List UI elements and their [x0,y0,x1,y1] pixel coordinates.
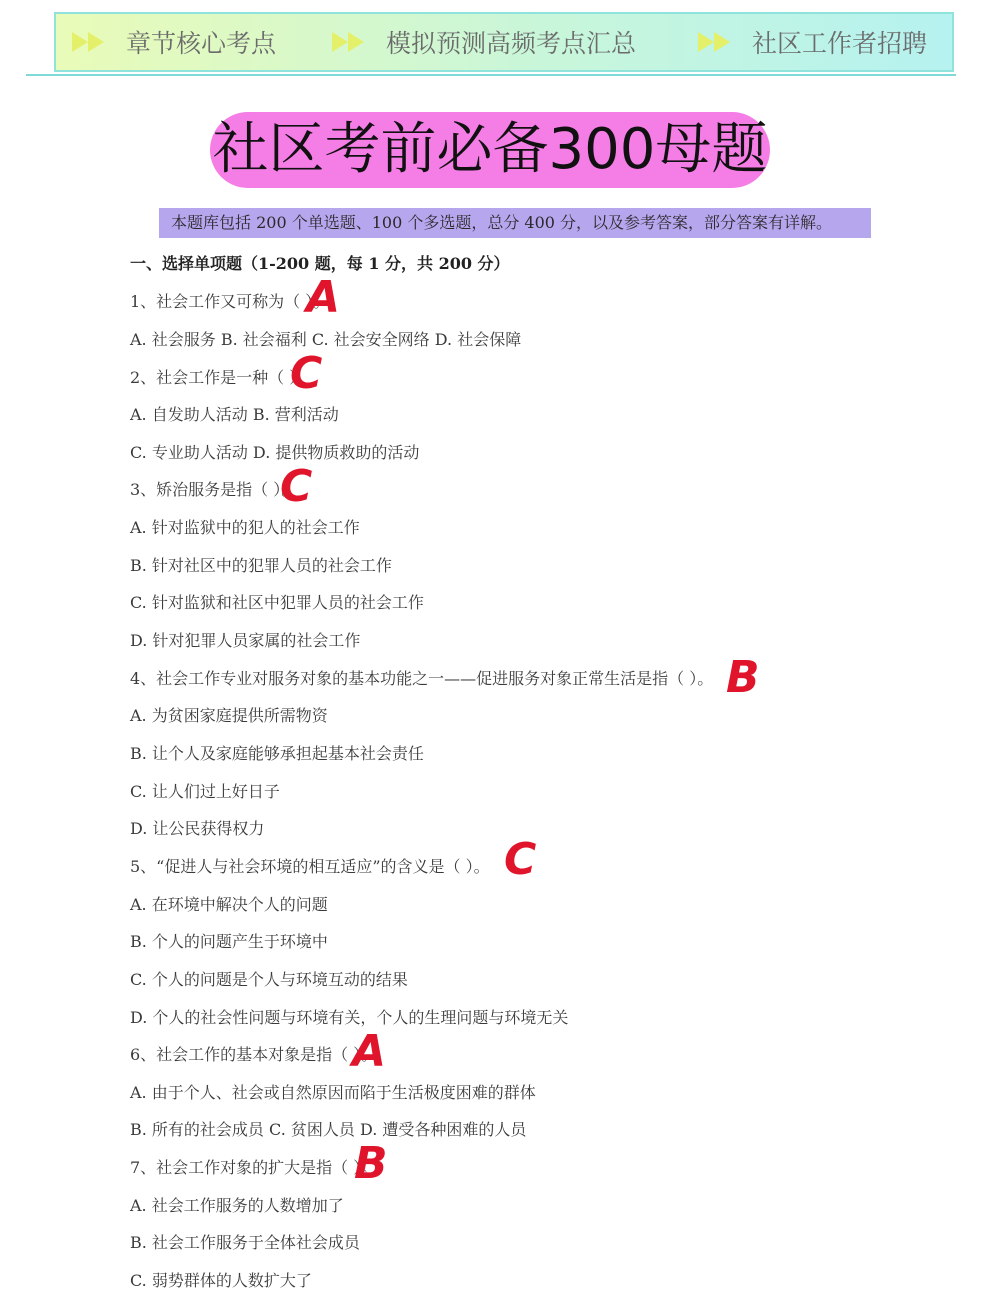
handwritten-answer: C [504,834,537,885]
option-line: A. 社会工作服务的人数增加了 [130,1196,344,1215]
intro-banner: 本题库包括 200 个单选题、100 个多选题，总分 400 分，以及参考答案，部分答案有详解。 [159,208,871,238]
double-arrow-icon [72,30,112,54]
option-line: B. 社会工作服务于全体社会成员 [130,1233,360,1252]
nav-label: 社区工作者招聘 [752,29,928,58]
option-line: B. 个人的问题产生于环境中 [130,932,328,951]
option-line: D. 让公民获得权力 [130,819,265,838]
option-line: B. 所有的社会成员 C. 贫困人员 D. 遭受各种困难的人员 [130,1120,527,1139]
option-line: A. 社会服务 B. 社会福利 C. 社会安全网络 D. 社会保障 [130,330,522,349]
question-line: 6、社会工作的基本对象是指（ ）。 [130,1045,378,1064]
question-line: 3、矫治服务是指（ ）。 [130,480,298,499]
double-arrow-icon [698,30,738,54]
option-line: C. 让人们过上好日子 [130,782,280,801]
option-line: A. 针对监狱中的犯人的社会工作 [130,518,360,537]
option-line: D. 针对犯罪人员家属的社会工作 [130,631,361,650]
top-nav-bar [54,12,954,72]
handwritten-answer: A [306,272,341,323]
question-line: 4、社会工作专业对服务对象的基本功能之一——促进服务对象正常生活是指（ ）。 [130,669,714,688]
question-line: 7、社会工作对象的扩大是指（ ）。 [130,1158,378,1177]
option-line: C. 专业助人活动 D. 提供物质救助的活动 [130,443,420,462]
section-heading: 一、选择单项题（1-200 题，每 1 分，共 200 分） [130,254,510,273]
option-line: C. 弱势群体的人数扩大了 [130,1271,312,1290]
option-line: C. 个人的问题是个人与环境互动的结果 [130,970,408,989]
handwritten-answer: B [354,1138,388,1189]
nav-item-core-points[interactable] [72,24,276,60]
option-line: A. 在环境中解决个人的问题 [130,895,328,914]
nav-label: 章节核心考点 [126,29,277,58]
divider [26,74,956,76]
question-line: 1、社会工作又可称为（ ）。 [130,292,330,311]
handwritten-answer: C [290,348,323,399]
handwritten-answer: B [726,652,760,703]
option-line: A. 由于个人、社会或自然原因而陷于生活极度困难的群体 [130,1083,536,1102]
page-title: 社区考前必备300母题 [210,112,770,188]
option-line: A. 为贫困家庭提供所需物资 [130,706,328,725]
double-arrow-icon [332,30,372,54]
nav-label: 模拟预测高频考点汇总 [386,29,637,58]
nav-item-recruitment[interactable] [698,24,927,60]
option-line: B. 让个人及家庭能够承担起基本社会责任 [130,744,424,763]
question-line: 5、“促进人与社会环境的相互适应”的含义是（ ）。 [130,857,490,876]
option-line: B. 针对社区中的犯罪人员的社会工作 [130,556,392,575]
option-line: A. 自发助人活动 B. 营利活动 [130,405,339,424]
option-line: C. 针对监狱和社区中犯罪人员的社会工作 [130,593,424,612]
handwritten-answer: A [352,1026,387,1077]
handwritten-answer: C [280,461,313,512]
nav-item-mock-summary[interactable] [332,24,636,60]
option-line: D. 个人的社会性问题与环境有关，个人的生理问题与环境无关 [130,1008,569,1027]
question-line: 2、社会工作是一种（ ）。 [130,368,314,387]
